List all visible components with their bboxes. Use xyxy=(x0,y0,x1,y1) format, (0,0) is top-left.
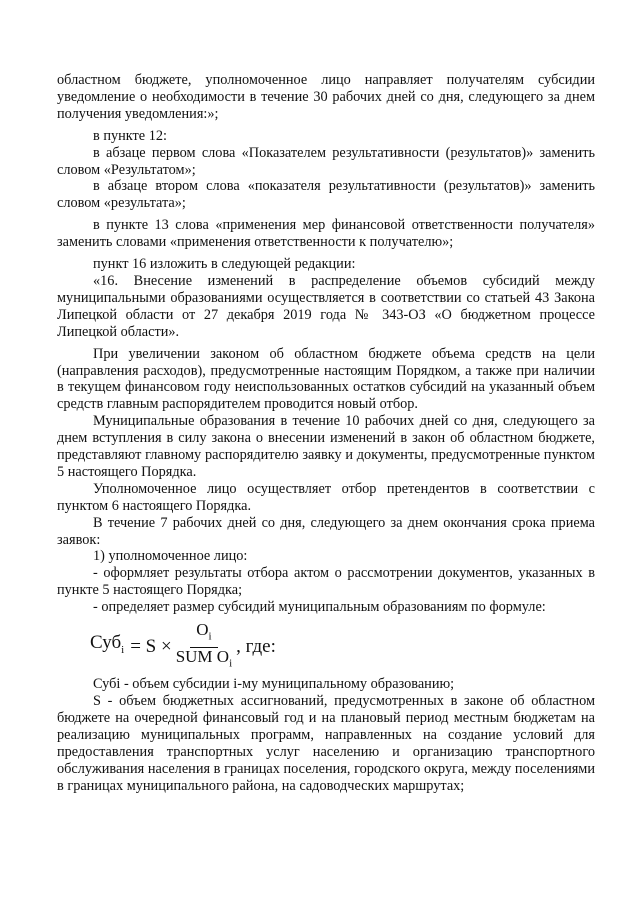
document-body xyxy=(57,72,595,794)
paragraphs-bottom xyxy=(57,676,595,794)
paragraph: в пункте 13 слова «применения мер финансовой ответственности получателя» заменить словами «применения ответственности к получателю»; xyxy=(57,217,595,251)
paragraph: в пункте 12: xyxy=(93,127,167,144)
formula-denominator: SUM $O_i$ xyxy=(175,646,233,669)
paragraph: 1) уполномоченное лицо: xyxy=(93,548,248,565)
paragraph: S - объем бюджетных ассигнований, предусмотренных в законе об областном бюджете на очередной финансовый год и на плановый период местным бюджетам на реализацию муниципальных программ, направленных на создание условий для предоставления транспортных услуг населению и организацию транспортного обслуживания населения в границах поселения, городского округа, между поселениями в границах муниципального района, на садоводческих маршрутах; xyxy=(57,693,595,794)
subsidy-formula xyxy=(90,622,595,672)
paragraph: Субi - объем субсидии i-му муниципальному образованию; xyxy=(93,676,455,693)
paragraph: В течение 7 рабочих дней со дня, следующего за днем окончания срока приема заявок: xyxy=(57,514,595,548)
formula-numerator: $O_i$ xyxy=(190,622,217,647)
paragraph: «16. Внесение изменений в распределение объемов субсидий между муниципальными образованиями осуществляется в соответствии со статьей 43 Закона Липецкой области от 27 декабря 2019 года № 343-ОЗ «О бюджетном процессе Липецкой области». xyxy=(57,272,595,340)
paragraph: При увеличении законом об областном бюджете объема средств на цели (направления расходов), предусмотренные настоящим Порядком, а также при наличии в текущем финансовом году неиспользованных остатков субсидий на указанный объем средств главным распорядителем проводится новый отбор. xyxy=(57,345,595,413)
formula-fraction xyxy=(176,622,232,672)
formula-lhs: Суб$_i$ xyxy=(90,632,125,657)
paragraph: - определяет размер субсидий муниципальным образованиям по формуле: xyxy=(93,599,546,616)
paragraph: в абзаце первом слова «Показателем результативности (результатов)» заменить словом «Результатом»; xyxy=(57,144,595,178)
paragraph: в абзаце втором слова «показателя результативности (результатов)» заменить словом «результата»; xyxy=(57,178,595,212)
paragraph: - оформляет результаты отбора актом о рассмотрении документов, указанных в пункте 5 настоящего Порядка; xyxy=(57,565,595,599)
paragraphs-top xyxy=(57,72,595,616)
formula-tail: , где: xyxy=(236,635,276,657)
paragraph: областном бюджете, уполномоченное лицо направляет получателям субсидии уведомление о необходимости в течение 30 рабочих дней со дня, следующего за днем получения уведомления:»; xyxy=(57,72,595,122)
paragraph: Уполномоченное лицо осуществляет отбор претендентов в соответствии с пунктом 6 настоящего Порядка. xyxy=(57,480,595,514)
paragraph: пункт 16 изложить в следующей редакции: xyxy=(93,256,356,273)
formula-eq: = S × xyxy=(130,635,172,657)
paragraph: Муниципальные образования в течение 10 рабочих дней со дня, следующего за днем вступления в силу закона о внесении изменений в закон об областном бюджете, представляют главному распорядителю заявку и документы, предусмотренные пунктом 5 настоящего Порядка. xyxy=(57,413,595,480)
